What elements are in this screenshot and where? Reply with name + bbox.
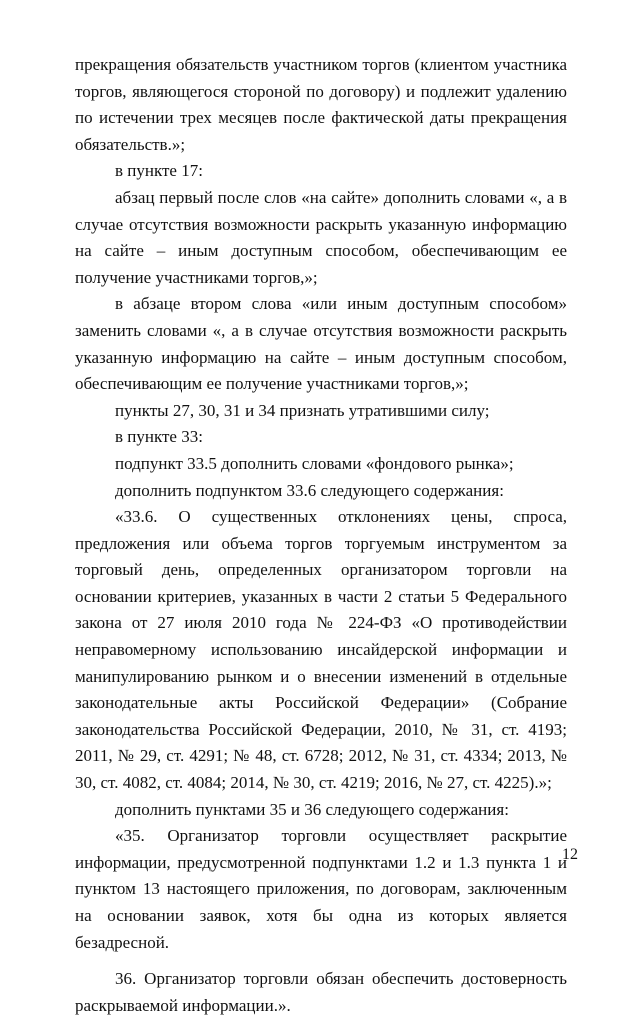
paragraph-subpoint-33-6: «33.6. О существенных отклонениях цены, спроса, предложения или объема торгов торгуемым инструментом за торговый день, определенных организатором торговли на основании критериев, указанных в части 2 статьи 5 Федерального закона от 27 июля 2010 года № 224-ФЗ «О противодействии неправомерному использованию инсайдерской информации и манипулированию рынком и о внесении изменений в отдельные законодательные акты Российской Федерации» (Собрание законодательства Российской Федерации, 2010, № 31, ст. 4193; 2011, № 29, ст. 4291; № 48, ст. 6728; 2012, № 31, ст. 4334; 2013, № 30, ст. 4082, ст. 4084; 2014, № 30, ст. 4219; 2016, № 27, ст. 4225).»; bbox=[75, 507, 567, 793]
paragraph-first-abzats: абзац первый после слов «на сайте» дополнить словами «, а в случае отсутствия возможности раскрыть указанную информацию на сайте – иным доступным способом, обеспечивающим ее получение участниками торгов,»; bbox=[75, 187, 567, 287]
paragraph-point-33: в пункте 33: bbox=[115, 427, 203, 447]
paragraph-second-abzats: в абзаце втором слова «или иным доступным способом» заменить словами «, а в случае отсутствия возможности раскрыть указанную информацию на сайте – иным доступным способом, обеспечивающим ее получение участниками торгов,»; bbox=[75, 294, 567, 394]
paragraph-point-36: 36. Организатор торговли обязан обеспечить достоверность раскрываемой информации.». bbox=[75, 969, 567, 1015]
document-body bbox=[75, 52, 567, 1019]
paragraph-point-35: «35. Организатор торговли осуществляет раскрытие информации, предусмотренной подпунктами 1.2 и 1.3 пункта 1 и пунктом 13 настоящего приложения, по договорам, заключенным на основании заявок, хотя бы одна из которых является безадресной. bbox=[75, 826, 567, 952]
page-number: 12 bbox=[562, 846, 578, 863]
paragraph-point-17: в пункте 17: bbox=[115, 161, 203, 181]
paragraph-continuation: прекращения обязательств участником торгов (клиентом участника торгов, являющегося стороной по договору) и подлежит удалению по истечении трех месяцев после фактической даты прекращения обязательств.»; bbox=[75, 55, 567, 154]
paragraph-add-33-6: дополнить подпунктом 33.6 следующего содержания: bbox=[115, 480, 504, 500]
paragraph-subpoint-33-5: подпункт 33.5 дополнить словами «фондового рынка»; bbox=[115, 453, 514, 473]
paragraph-add-35-36: дополнить пунктами 35 и 36 следующего содержания: bbox=[115, 799, 509, 819]
paragraph-points-void: пункты 27, 30, 31 и 34 признать утратившими силу; bbox=[115, 400, 490, 420]
